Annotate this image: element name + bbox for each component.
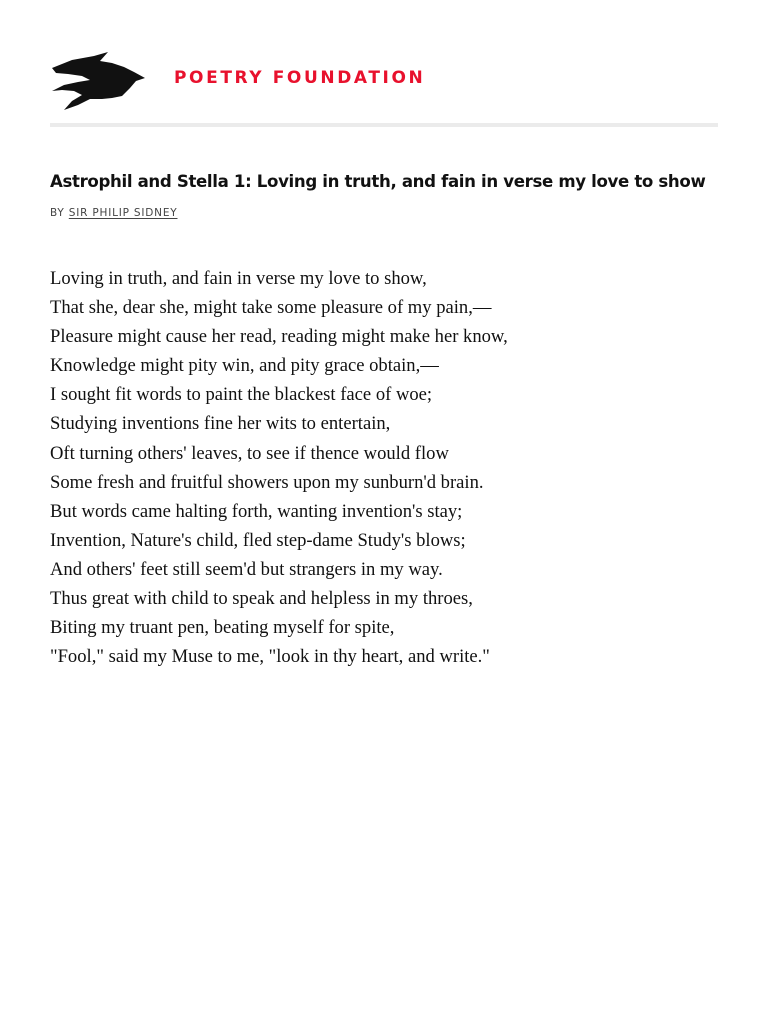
by-label: BY — [50, 207, 65, 219]
poem-line: Biting my truant pen, beating myself for spite, — [50, 617, 395, 639]
poem-line: "Fool," said my Muse to me, "look in thy heart, and write." — [50, 646, 490, 668]
poem-line: Pleasure might cause her read, reading might make her know, — [50, 326, 508, 348]
poem-line: Oft turning others' leaves, to see if thence would flow — [50, 442, 449, 464]
poem-line: Invention, Nature's child, fled step-dame Study's blows; — [50, 529, 466, 551]
poem-body — [50, 264, 710, 671]
header-divider — [50, 123, 718, 127]
byline — [50, 207, 177, 219]
pegasus-logo-icon[interactable] — [50, 50, 148, 110]
poem-line: And others' feet still seem'd but strangers in my way. — [50, 558, 443, 580]
poem-line: I sought fit words to paint the blackest face of woe; — [50, 384, 433, 406]
poem-line: Studying inventions fine her wits to entertain, — [50, 413, 391, 435]
brand-wordmark[interactable]: POETRY FOUNDATION — [174, 68, 426, 88]
poem-line: But words came halting forth, wanting invention's stay; — [50, 500, 463, 522]
poem-line: Loving in truth, and fain in verse my love to show, — [50, 268, 427, 289]
poem-line: Thus great with child to speak and helpless in my throes, — [50, 588, 473, 610]
poem-title: Astrophil and Stella 1: Loving in truth, and fain in verse my love to show — [50, 172, 706, 191]
author-link[interactable]: SIR PHILIP SIDNEY — [68, 207, 178, 219]
site-header — [50, 48, 718, 112]
poem-line: Some fresh and fruitful showers upon my sunburn'd brain. — [50, 471, 484, 493]
poem-line: Knowledge might pity win, and pity grace obtain,— — [50, 355, 439, 377]
poem-line: That she, dear she, might take some pleasure of my pain,— — [50, 297, 492, 319]
